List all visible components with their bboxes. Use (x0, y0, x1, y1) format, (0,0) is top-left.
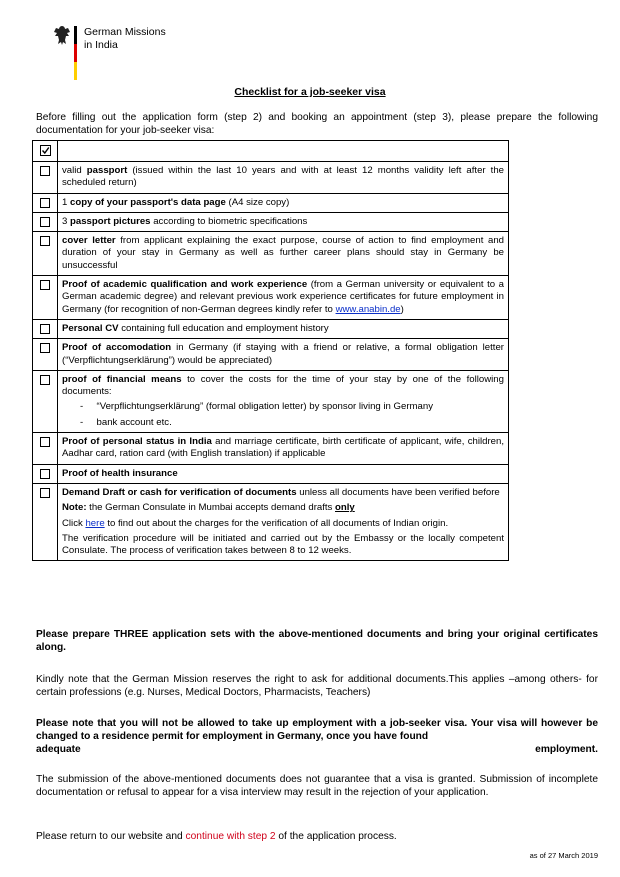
checkbox-icon[interactable] (40, 217, 50, 227)
checklist-item-cv: Personal CV containing full education and employment history (33, 319, 509, 338)
checkbox-icon[interactable] (40, 324, 50, 334)
reserve-note: Kindly note that the German Mission reserves the right to ask for additional documents.This applies –among others- for certain professions (e.g. Nurses, Medical Doctors, Pharmacists, Teachers) (36, 674, 598, 698)
checkbox-icon[interactable] (40, 280, 50, 290)
sets-note: Please prepare THREE application sets with the above-mentioned documents and bring your original certificates along. (36, 629, 598, 653)
charges-link[interactable]: here (85, 517, 105, 529)
anabin-link[interactable]: www.anabin.de (335, 303, 401, 315)
org-line-2: in India (84, 39, 118, 51)
checkbox-icon[interactable] (40, 236, 50, 246)
checkbox-icon[interactable] (40, 488, 50, 498)
checklist-item-pictures: 3 passport pictures according to biometric specifications (33, 212, 509, 231)
org-line-1: German Missions (84, 26, 166, 38)
checklist-item-demand-draft: Demand Draft or cash for verification of documents unless all documents have been verified before Note: the German Consulate in Mumbai accepts demand drafts only Click here to find out about the charges for the verification of all documents of Indian origin. The verification procedure will be initiated and carried out by the Embassy or the locally competent Consulate. The process of verification takes between 8 to 12 weeks. (33, 483, 509, 560)
draft-verification-info: The verification procedure will be initiated and carried out by the Embassy or the locally competent Consulate. The process of verification takes between 8 to 12 weeks. (62, 532, 504, 557)
checklist-item-financial: proof of financial means to cover the costs for the time of your stay by one of the following documents: - “Verpflichtungserklärung” (formal obligation letter) by sponsor living in Germany - bank account etc. (33, 370, 509, 432)
return-note: Please return to our website and continue with step 2 of the application process. (36, 831, 397, 842)
draft-note: Note: the German Consulate in Mumbai accepts demand drafts only (62, 502, 355, 514)
checklist-item-passport-copy: 1 copy of your passport's data page (A4 size copy) (33, 193, 509, 212)
checklist-header-row (33, 141, 509, 162)
checkbox-icon[interactable] (40, 469, 50, 479)
checklist-table (32, 140, 509, 561)
checkbox-icon[interactable] (40, 437, 50, 447)
checkbox-icon[interactable] (40, 198, 50, 208)
checklist-item-academic: Proof of academic qualification and work experience (from a German university or equivalent to a German academic degree) and relevant previous work experience certificates for future employment in Germany (for recognition of non-German degrees kindly refer to www.anabin.de) (33, 276, 509, 320)
checklist-item-accommodation: Proof of accomodation in Germany (if staying with a friend or relative, a formal obligation letter (“Verpflichtungserklärung”) would be appreciated) (33, 339, 509, 371)
financial-sub-item: - “Verpflichtungserklärung” (formal obligation letter) by sponsor living in Germany (80, 401, 433, 413)
footer-date: as of 27 March 2019 (529, 851, 598, 860)
page-title: Checklist for a job-seeker visa (234, 86, 386, 98)
org-name (84, 26, 166, 52)
checkbox-icon[interactable] (40, 166, 50, 176)
checklist-item-cover-letter: cover letter from applicant explaining the exact purpose, course of action to find employment and duration of your stay in Germany as well as further career plans should stay in Germany be unsuccessful (33, 232, 509, 276)
checkbox-icon[interactable] (40, 375, 50, 385)
draft-click-info: Click here to find out about the charges for the verification of all documents of Indian origin. (62, 517, 449, 529)
continue-step-2-link[interactable]: continue with step 2 (185, 831, 276, 842)
german-flag-stripe (74, 26, 77, 80)
checkbox-icon[interactable] (40, 343, 50, 353)
checklist-item-personal-status: Proof of personal status in India and marriage certificate, birth certificate of applicant, wife, children, Aadhar card, ration card (with English translation) if applicable (33, 433, 509, 465)
checklist-item-passport: valid passport (issued within the last 10 years and with at least 12 months validity left after the scheduled return) (33, 162, 509, 194)
employment-note: Please note that you will not be allowed to take up employment with a job-seeker visa. Your visa will however be changed to a residence permit for employment in Germany, once you have found adequate employment. (36, 718, 598, 755)
guarantee-note: The submission of the above-mentioned documents does not guarantee that a visa is granted. Submission of incomplete documentation or refusal to appear for a visa interview may result in the rejection of your application. (36, 774, 598, 798)
eagle-emblem-icon (52, 24, 72, 46)
financial-sub-item: - bank account etc. (80, 416, 172, 428)
checklist-item-health: Proof of health insurance (33, 464, 509, 483)
intro-paragraph: Before filling out the application form (step 2) and booking an appointment (step 3), please prepare the following documentation for your job-seeker visa: (36, 112, 598, 136)
checked-checkbox-icon[interactable] (40, 145, 51, 156)
